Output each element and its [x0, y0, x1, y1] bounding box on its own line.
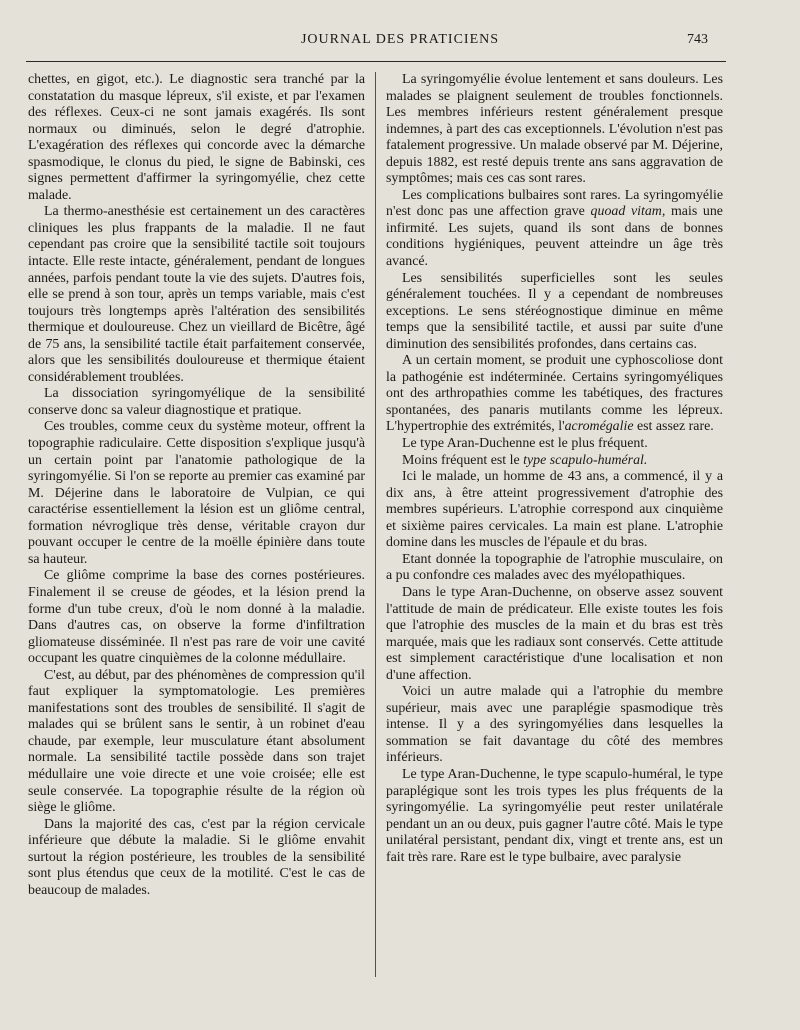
paragraph: La dissociation syringomyélique de la sensibilité conserve donc sa valeur diagnostique et pratique.	[28, 386, 365, 418]
paragraph	[386, 453, 723, 470]
header-rule	[26, 61, 726, 62]
italic-term: type scapulo-huméral.	[523, 452, 648, 468]
text-run: Moins fréquent est le	[402, 452, 524, 468]
column-divider	[375, 72, 376, 977]
paragraph: Voici un autre malade qui a l'atrophie du membre supérieur, mais avec une paraplégie spasmodique très intense. Il y a des syringomyélies dans lesquelles la sommation se fait davantage du côté des membres inférieurs.	[386, 684, 723, 766]
text-run: Les complications bulbaires sont rares. La syringomyélie n'est donc pas une affection grave	[386, 187, 723, 220]
paragraph: Ce gliôme comprime la base des cornes postérieures. Finalement il se creuse de géodes, et la lésion prend la forme d'un tube creux, d'où le nom donné à la maladie. Dans d'autres cas, on observe la forme d'infiltration gliomateuse disséminée. Il n'est pas rare de voir une cavité occupant les quatre cinquièmes de la colonne médullaire.	[28, 568, 365, 667]
paragraph: Dans la majorité des cas, c'est par la région cervicale inférieure que débute la maladie. Si le gliôme envahit surtout la région postérieure, les troubles de la sensibilité sont plus étendus que ceux de la motilité. C'est le cas de beaucoup de malades.	[28, 816, 365, 898]
journal-title: JOURNAL DES PRATICIENS	[300, 32, 500, 47]
paragraph: chettes, en gigot, etc.). Le diagnostic sera tranché par la constatation du masque lépreux, s'il existe, et par l'examen des réflexes. Ceux-ci ne sont jamais exagérés. Ils sont normaux ou diminués, selon le degré d'atrophie. L'exagération des réflexes qui concorde avec la démarche spasmodique, le clonus du pied, le signe de Babinski, ces signes permettent d'affirmer la syringomyélie, chez cette malade.	[28, 72, 365, 203]
paragraph: Le type Aran-Duchenne est le plus fréquent.	[402, 436, 648, 452]
left-column	[28, 72, 365, 1022]
running-header	[0, 30, 800, 52]
text-run: mais une infirmité. Les sujets, quand ils sont dans de bonnes conditions hygiéniques, peuvent atteindre un âge très avancé.	[386, 204, 723, 270]
paragraph: La thermo-anesthésie est certainement un des caractères cliniques les plus frappants de la maladie. Il ne faut cependant pas croire que la sensibilité tactile soit toujours intacte. Elle reste intacte, généralement, pendant de longues années, parfois pendant toute la vie des sujets. D'autres fois, elle se prend à son tour, après un temps variable, mais c'est toujours très longtemps après l'altération des sensibilités thermique et douloureuse. Chez un vieillard de Bicêtre, âgé de 75 ans, la sensibilité tactile était parfaitement conservée, alors que les sensibilités douloureuse et thermique étaient considérablement troublées.	[28, 204, 365, 385]
page-number: 743	[687, 32, 708, 47]
right-column	[386, 72, 723, 1022]
paragraph	[386, 353, 723, 436]
paragraph	[386, 188, 723, 271]
paragraph: Ici le malade, un homme de 43 ans, a commencé, il y a dix ans, à être atteint progressivement d'atrophie des membres supérieurs. L'atrophie correspond aux cinquième et sixième paires cervicales. La main est plane. L'atrophie domine dans les muscles de l'épaule et du bras.	[386, 469, 723, 551]
paragraph: La syringomyélie évolue lentement et sans douleurs. Les malades se plaignent seulement de troubles fonctionnels. Les membres inférieurs restent généralement presque indemnes, à part des cas exceptionnels. L'évolution n'est pas fatalement progressive. Un malade observé par M. Déjerine, depuis 1882, est resté depuis trente ans sans aggravation de symptômes; mais ces cas sont rares.	[386, 72, 723, 187]
paragraph: Le type Aran-Duchenne, le type scapulo-huméral, le type paraplégique sont les trois types les plus fréquents de la syringomyélie. La syringomyélie peut rester unilatérale pendant un an ou deux, puis gagner l'autre côté. Mais le type unilatéral persistant, pendant dix, vingt et trente ans, est un fait très rare. Rare est le type bulbaire, avec paralysie	[386, 766, 723, 865]
latin-phrase: quoad vitam,	[590, 204, 666, 220]
text-run: est assez rare.	[633, 419, 714, 435]
paragraph: Dans le type Aran-Duchenne, on observe assez souvent l'attitude de main de prédicateur. Elle existe toutes les fois que l'atrophie des muscles de la main et du bras est très marquée, mais que les radiaux sont conservés. Cette attitude est simplement caractéristique d'une localisation et non d'une affection.	[386, 584, 723, 683]
paragraph: Ces troubles, comme ceux du système moteur, offrent la topographie radiculaire. Cette disposition s'explique jusqu'à un certain point par l'anatomie pathologique de la syringomyélie. Si l'on se reporte au premier cas examiné par M. Déjerine dans le laboratoire de Vulpian, ce qui caractérise essentiellement la lésion est un gliôme central, formation névroglique très dense, véritable crayon dur pouvant occuper le centre de la moëlle épinière dans toute sa hauteur.	[28, 419, 365, 567]
paragraph: Etant donnée la topographie de l'atrophie musculaire, on a pu confondre ces malades avec des myélopathiques.	[386, 551, 723, 584]
italic-term: acromégalie	[564, 419, 634, 435]
paragraph: Les sensibilités superficielles sont les seules généralement touchées. Il y a cependant de nombreuses exceptions. Le sens stéréognostique diminue en même temps que la sensibilité tactile, et aussi par suite d'une diminution des sensibilités profondes, dans certains cas.	[386, 270, 723, 352]
paragraph: C'est, au début, par des phénomènes de compression qu'il faut expliquer la symptomatologie. Les premières manifestations sont des troubles de sensibilité. Il s'agit de malades qui se brûlent sans le sentir, à un robinet d'eau chaude, par exemple, leur musculature étant absolument normale. La sensibilité tactile possède dans son trajet médullaire une voie directe et une voie croisée; elle est seule conservée. La topographie résulte de la région où siège le gliôme.	[28, 667, 365, 816]
text-run: A un certain moment, se produit une cyphoscoliose dont la pathogénie est indéterminée. Certains syringomyéliques ont des arthropathies comme les tabétiques, des fractures spontanées, des panaris mutilants comme les lépreux. L'hypertrophie des extrémités, l'	[386, 353, 723, 435]
